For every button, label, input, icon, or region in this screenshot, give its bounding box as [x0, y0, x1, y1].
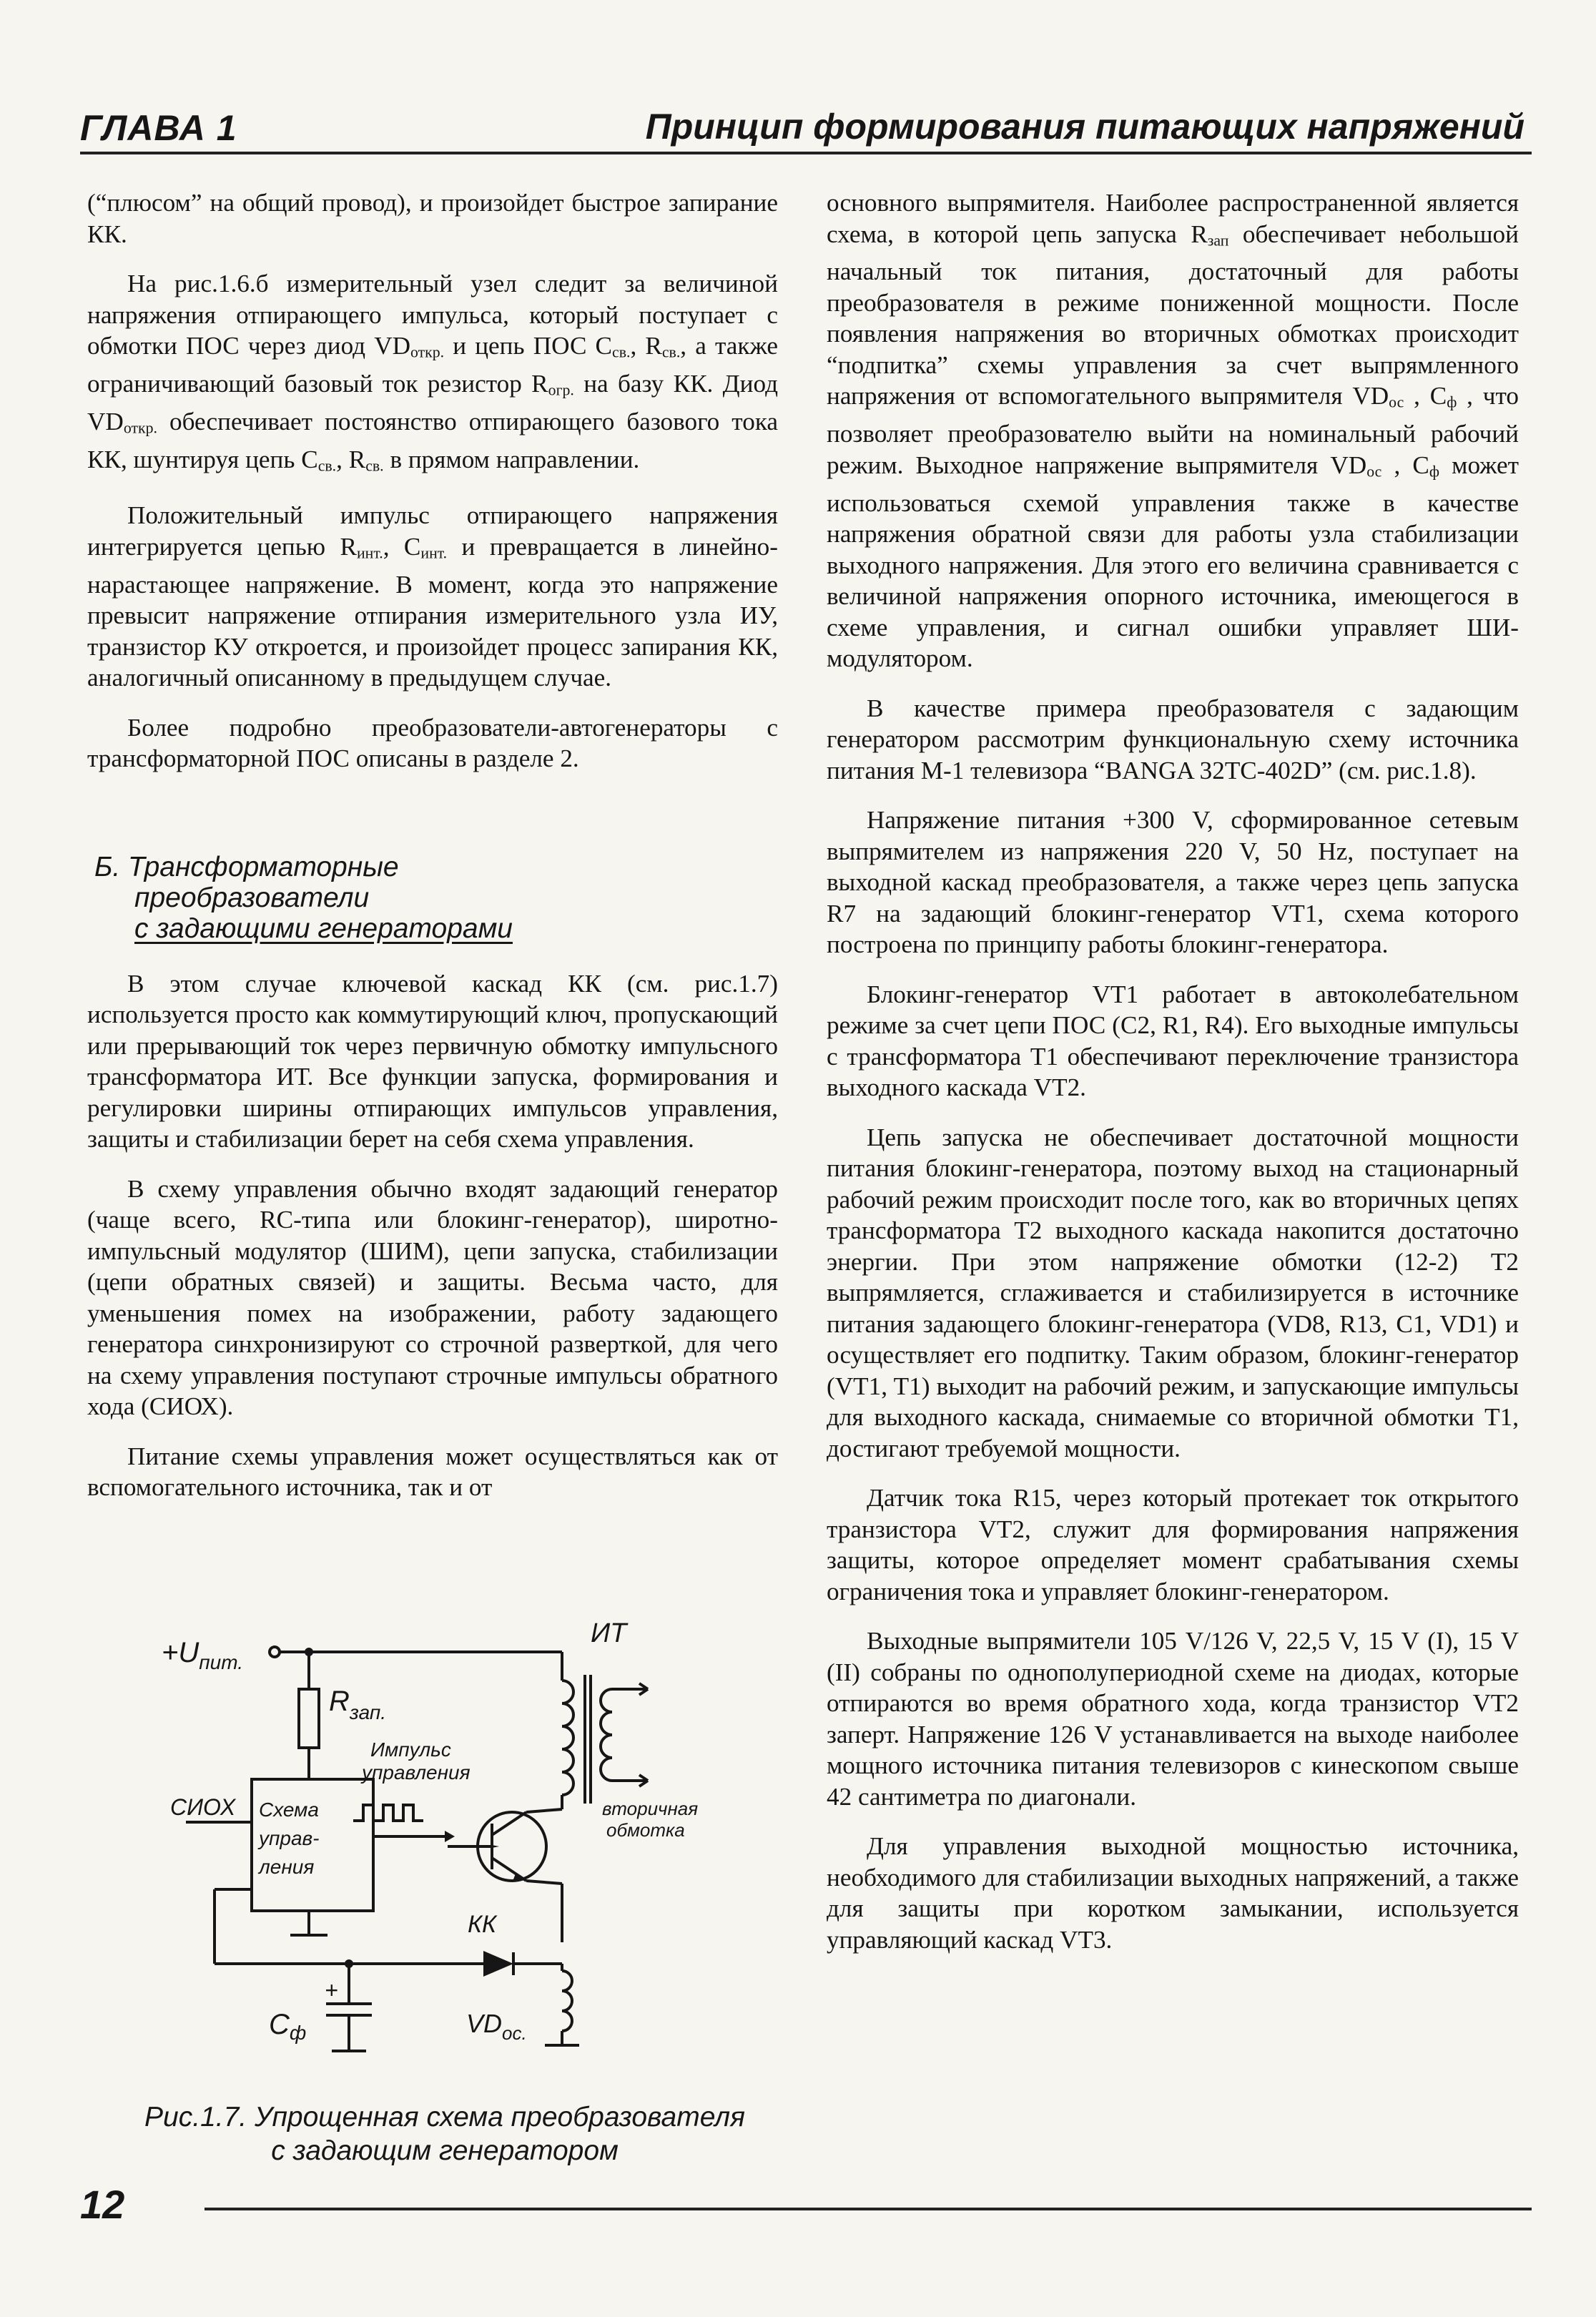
paragraph: Выходные выпрямители 105 V/126 V, 22,5 V, 15 V (I), 15 V (II) собраны по однополупериодной схеме на диодах, которые отпираются во время обратного хода, когда транзистор VT2 заперт. Напряжение 126 V устанавливается на выходе наиболее мощного источника питания телевизоров с кинескопом свыше 42 сантиметра по диагонали.	[827, 1627, 1519, 1811]
label-secondary-line2: обмотка	[606, 1819, 685, 1841]
svg-text:Cф	[269, 2009, 306, 2044]
right-column	[827, 187, 1519, 1974]
label-supply: +U	[162, 1637, 200, 1668]
paragraph: Цепь запуска не обеспечивает достаточной мощности питания блокинг-генератора, поэтому выход на стационарный рабочий режим происходит после того, как во вторичных цепях трансформатора T2 выходного каскада накопится достаточно энергии. При этом напряжение обмотки (12-2) T2 выпрямляется, сглаживается и стабилизируется в источнике питания задающего блокинг-генератора (VD8, R13, C1, VD1) и осуществляет его подпитку. Таким образом, блокинг-генератор (VT1, T1) выходит на рабочий режим, и запускающие импульсы для выходного каскада, снимаемые со вторичной обмотки T1, достигают требуемой мощности.	[827, 1123, 1519, 1462]
paragraph: На рис.1.6.б измерительный узел следит за величиной напряжения отпирающего импульса, который поступает с обмотки ПОС через диод VDоткр. и цепь ПОС Cсв., Rсв., а также ограничивающий базовый ток резистор Rогр. на базу КК. Диод VDоткр. обеспечивает постоянство отпирающего базового тока КК, шунтируя цепь Cсв., Rсв. в прямом направлении.	[87, 270, 778, 474]
paragraph: Для управления выходной мощностью источника, необходимого для стабилизации выходных напряжений, а также для защиты при коротком замыкании, используется управляющий каскад VT3.	[827, 1832, 1519, 1954]
paragraph: Питание схемы управления может осуществляться как от вспомогательного источника, так и от	[87, 1442, 778, 1502]
label-secondary-line1: вторичная	[602, 1798, 699, 1819]
circuit-diagram	[147, 1618, 734, 2075]
page-number: 12	[80, 2182, 125, 2227]
paragraph: основного выпрямителя. Наиболее распространенной является схема, в которой цепь запуска Rзап обеспечивает небольшой начальный ток питания, достаточный для работы преобразователя в режиме пониженной мощности. После появления напряжения во вторичных обмотках происходит “подпитка” схемы управления за счет выпрямленного напряжения от вспомогательного выпрямителя VDос , Cф , что позволяет преобразователю выйти на номинальный рабочий режим. Выходное напряжение выпрямителя VDос , Cф может использоваться схемой управления также в качестве напряжения обратной связи для работы узла стабилизации выходного напряжения. Для этого его величина сравнивается с величиной напряжения опорного источника, имеющегося в схеме управления, и сигнал ошибки управляет ШИ-модулятором.	[827, 189, 1519, 673]
label-plus: +	[325, 1977, 338, 2003]
paragraph: (“плюсом” на общий провод), и произойдет быстрое запирание КК.	[87, 189, 778, 248]
svg-text:Rзап.	[329, 1686, 386, 1723]
svg-text:VDос.	[466, 2009, 527, 2044]
figure-caption: Рис.1.7. Упрощенная схема преобразователя с задающим генератором	[144, 2102, 745, 2166]
svg-text:+Uпит.	[162, 1637, 243, 1673]
left-column	[87, 187, 778, 1522]
label-block-line2: управ-	[259, 1827, 320, 1849]
paragraph: Датчик тока R15, через который протекает ток открытого транзистора VT2, служит для формирования напряжения защиты, которое определяет момент срабатывания схемы ограничения тока и управляет блокинг-генератором.	[827, 1484, 1519, 1605]
paragraph: Положительный импульс отпирающего напряжения интегрируется цепью Rинт., Cинт. и превращается в линейно-нарастающее напряжение. В момент, когда это напряжение превысит напряжение отпирания измерительного узла ИУ, транзистор КУ откроется, и произойдет процесс запирания КК, аналогичный описанному в предыдущем случае.	[87, 501, 778, 692]
label-diode-sub: ос.	[502, 2022, 527, 2044]
paragraph: В качестве примера преобразователя с задающим генератором рассмотрим функциональную схему источника питания M-1 телевизора “BANGA 32TC-402D” (см. рис.1.8).	[827, 694, 1519, 784]
paragraph: Блокинг-генератор VT1 работает в автоколебательном режиме за счет цепи ПОС (С2, R1, R4). Его выходные импульсы с трансформатора T1 обеспечивают переключение транзистора выходного каскада VT2.	[827, 980, 1519, 1102]
section-heading: Б. Трансформаторные преобразователи с задающими генераторами	[94, 851, 513, 944]
label-capacitor: C	[269, 2009, 290, 2040]
label-sioh: СИОХ	[170, 1794, 236, 1820]
label-supply-sub: пит.	[199, 1651, 244, 1673]
label-capacitor-sub: ф	[289, 2022, 307, 2044]
header-divider	[80, 152, 1532, 154]
footer-divider	[205, 2208, 1532, 2210]
label-pulse-line2: управления	[362, 1761, 471, 1784]
label-kk: КК	[468, 1911, 497, 1938]
chapter-label: ГЛАВА 1	[80, 108, 237, 148]
label-resistor-sub: зап.	[349, 1701, 387, 1723]
paragraph: Более подробно преобразователи-автогенераторы с трансформаторной ПОС описаны в разделе 2.	[87, 713, 778, 773]
running-title: Принцип формирования питающих напряжений	[645, 107, 1524, 147]
paragraph: В этом случае ключевой каскад КК (см. рис.1.7) используется просто как коммутирующий ключ, пропускающий или прерывающий ток через первичную обмотку импульсного трансформатора ИТ. Все функции запуска, формирования и регулировки ширины отпирающих импульсов управления, защиты и стабилизации берет на себя схема управления.	[87, 969, 778, 1153]
paragraph: Напряжение питания +300 V, сформированное сетевым выпрямителем из напряжения 220 V, 50 Hz, поступает на выходной каскад преобразователя, а также через цепь запуска R7 на задающий блокинг-генератор VT1, схема которого построена по принципу работы блокинг-генератора.	[827, 806, 1519, 959]
label-diode: VD	[466, 2009, 503, 2038]
label-pulse-line1: Импульс	[370, 1738, 451, 1761]
label-it: ИТ	[591, 1618, 627, 1648]
label-block-line1: Схема	[259, 1799, 319, 1821]
label-block-line3: ления	[259, 1856, 315, 1878]
label-resistor: R	[329, 1686, 350, 1717]
paragraph: В схему управления обычно входят задающий генератор (чаще всего, RC-типа или блокинг-генератор), широтно-импульсный модулятор (ШИМ), цепи запуска, стабилизации (цепи обратных связей) и защиты. Весьма часто, для уменьшения помех на изображении, работу задающего генератора синхронизируют со строчной разверткой, для чего на схему управления поступают строчные импульсы обратного хода (СИОХ).	[87, 1174, 778, 1421]
